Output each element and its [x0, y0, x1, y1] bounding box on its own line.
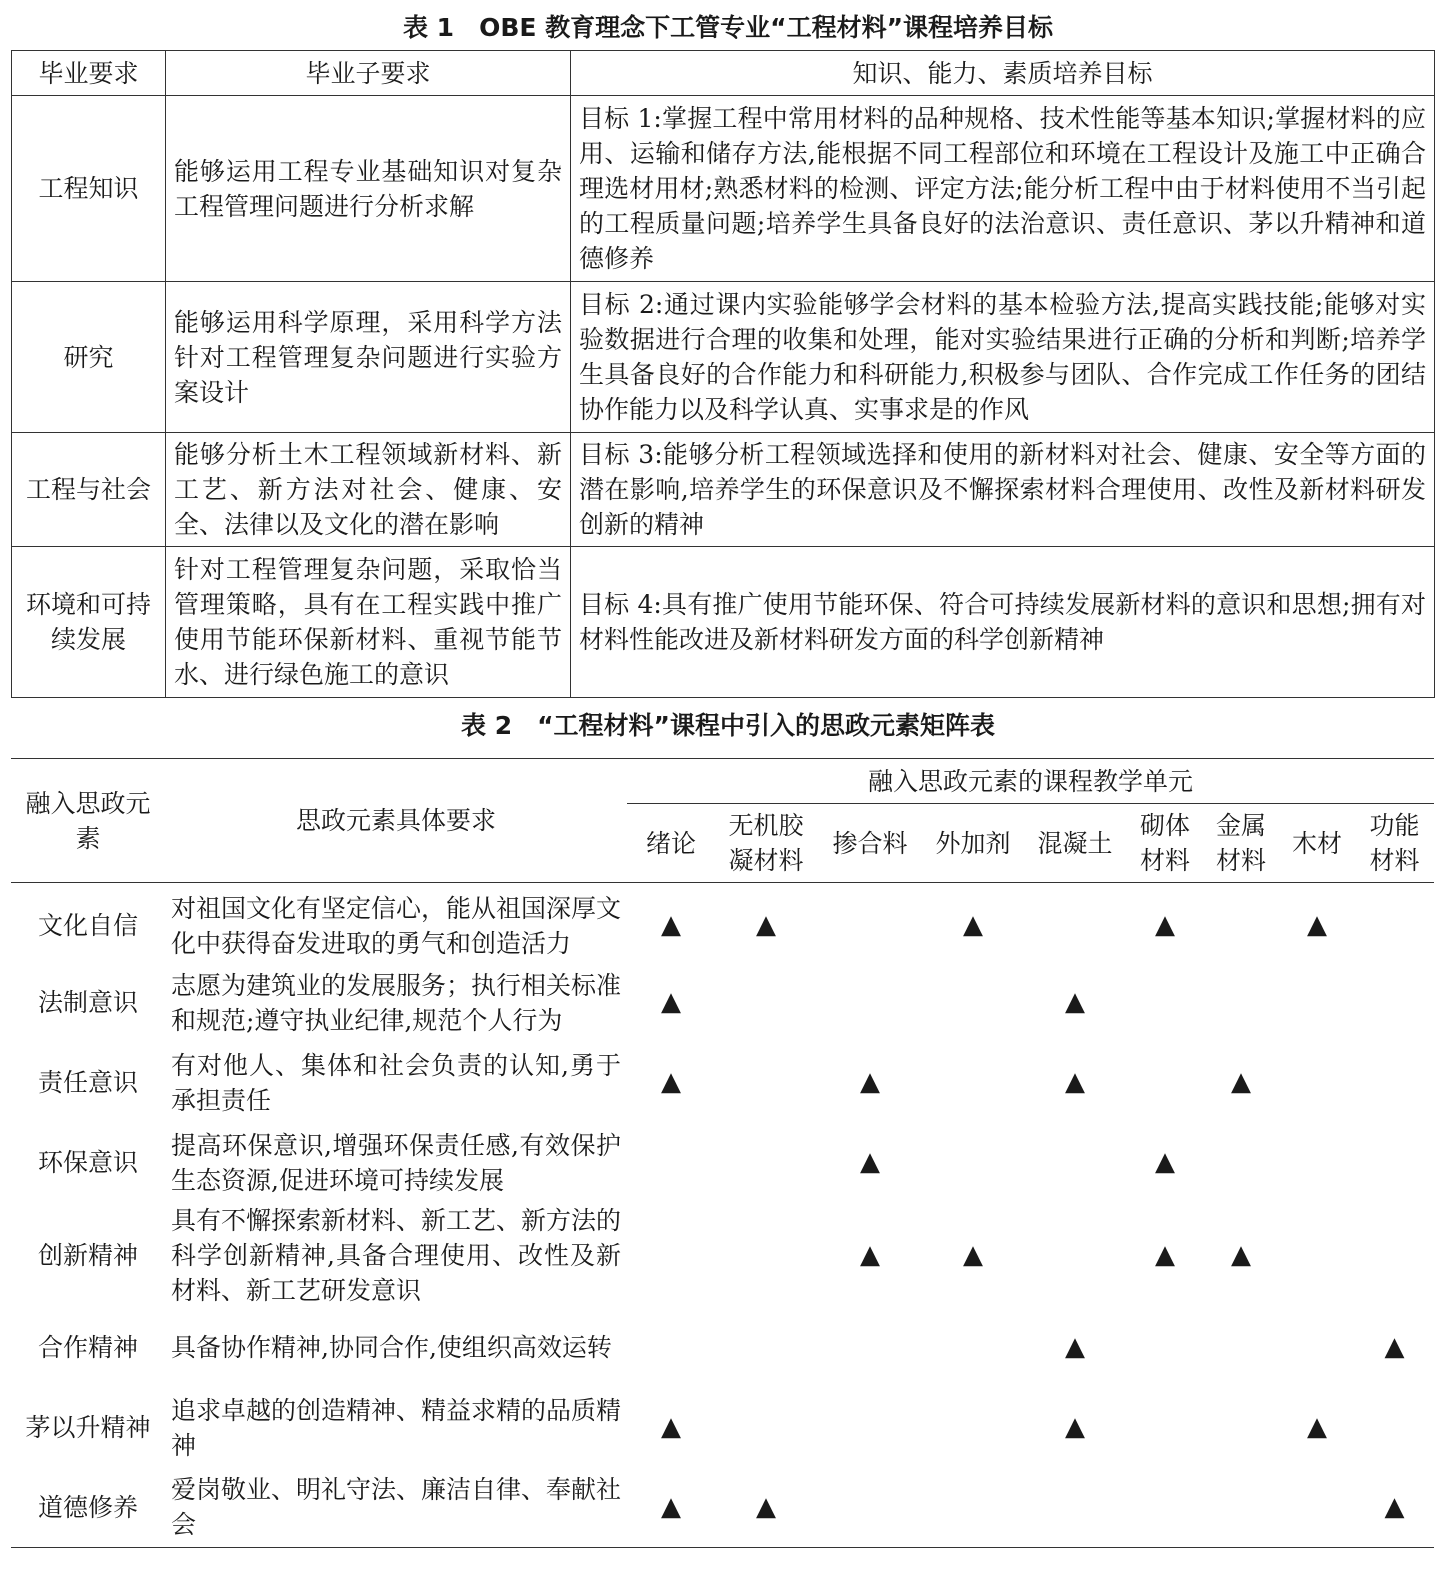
requirement-cell: 志愿为建筑业的发展服务；执行相关标准和规范;遵守执业纪律,规范个人行为 — [171, 970, 622, 1035]
unit-header: 功能材料 — [1355, 804, 1434, 883]
empty-mark-cell — [817, 1308, 923, 1388]
empty-mark-cell — [715, 1388, 817, 1468]
empty-mark-cell — [1203, 1123, 1279, 1203]
triangle-mark-icon: ▲ — [860, 1147, 880, 1177]
graduation-requirement-cell: 环境和可持续发展 — [12, 547, 166, 698]
triangle-mark-icon: ▲ — [1155, 910, 1175, 941]
graduation-requirement-cell: 工程与社会 — [12, 433, 166, 547]
table-row — [11, 1468, 1434, 1548]
empty-mark-cell — [1279, 1308, 1355, 1388]
sub-requirement-cell: 能够运用工程专业基础知识对复杂工程管理问题进行分析求解 — [166, 96, 571, 282]
header-requirement: 思政元素具体要求 — [165, 759, 627, 883]
header-sub-requirement: 毕业子要求 — [166, 51, 571, 96]
empty-mark-cell — [817, 963, 923, 1043]
table-row — [11, 1123, 1434, 1203]
empty-mark-cell — [1279, 1043, 1355, 1123]
table-row — [11, 1308, 1434, 1388]
unit-header: 混凝土 — [1023, 804, 1127, 883]
triangle-mark-icon: ▲ — [661, 1412, 681, 1442]
header-graduation-requirement: 毕业要求 — [12, 51, 166, 96]
empty-mark-cell — [1023, 883, 1127, 963]
table-row — [11, 1388, 1434, 1468]
unit-header: 绪论 — [627, 804, 715, 883]
empty-mark-cell — [923, 1308, 1023, 1388]
objective-cell: 目标 4:具有推广使用节能环保、符合可持续发展新材料的意识和思想;拥有对材料性能改进及新材料研发方面的科学创新精神 — [571, 547, 1435, 698]
table-row — [11, 1043, 1434, 1123]
element-cell: 责任意识 — [37, 1068, 138, 1097]
table-row — [11, 1203, 1434, 1308]
element-cell: 文化自信 — [37, 911, 138, 941]
triangle-mark-icon: ▲ — [1065, 987, 1085, 1017]
empty-mark-cell — [817, 883, 923, 963]
triangle-mark-icon: ▲ — [860, 1239, 880, 1270]
empty-mark-cell — [1023, 1123, 1127, 1203]
empty-mark-cell — [627, 1308, 715, 1388]
empty-mark-cell — [1127, 1388, 1203, 1468]
empty-mark-cell — [1355, 963, 1434, 1043]
empty-mark-cell — [1203, 1308, 1279, 1388]
requirement-cell: 提高环保意识,增强环保责任感,有效保护生态资源,促进环境可持续发展 — [171, 1130, 621, 1195]
triangle-mark-icon: ▲ — [1231, 1239, 1251, 1270]
unit-header: 掺合料 — [817, 804, 923, 883]
triangle-mark-icon: ▲ — [661, 1067, 681, 1097]
triangle-mark-icon: ▲ — [963, 1239, 983, 1270]
table-row — [12, 433, 1435, 547]
empty-mark-cell — [715, 1308, 817, 1388]
objective-cell: 目标 3:能够分析工程领域选择和使用的新材料对社会、健康、安全等方面的潜在影响,培养学生的环保意识及不懈探索材料合理使用、改性及新材料研发创新的精神 — [571, 433, 1435, 547]
sub-requirement-cell: 能够分析土木工程领域新材料、新工艺、新方法对社会、健康、安全、法律以及文化的潜在影响 — [166, 433, 571, 547]
requirement-cell: 对祖国文化有坚定信心，能从祖国深厚文化中获得奋发进取的勇气和创造活力 — [171, 893, 622, 958]
objective-cell: 目标 1:掌握工程中常用材料的品种规格、技术性能等基本知识;掌握材料的应用、运输和储存方法,能根据不同工程部位和环境在工程设计及施工中正确合理选材用材;熟悉材料的检测、评定方法;能分析工程中由于材料使用不当引起的工程质量问题;培养学生具备良好的法治意识、责任意识、茅以升精神和道德修养 — [571, 96, 1435, 282]
triangle-mark-icon: ▲ — [860, 1067, 880, 1097]
triangle-mark-icon: ▲ — [1307, 910, 1327, 941]
empty-mark-cell — [1279, 963, 1355, 1043]
table-row — [12, 96, 1435, 282]
element-cell: 创新精神 — [37, 1240, 138, 1270]
empty-mark-cell — [1355, 1123, 1434, 1203]
triangle-mark-icon: ▲ — [1355, 1468, 1434, 1548]
empty-mark-cell — [627, 1123, 715, 1203]
empty-mark-cell — [1355, 883, 1434, 963]
table1-caption: 表 1 OBE 教育理念下工管专业“工程材料”课程培养目标 — [402, 13, 1054, 42]
triangle-mark-icon: ▲ — [1155, 1239, 1175, 1270]
objective-cell: 目标 2:通过课内实验能够学会材料的基本检验方法,提高实践技能;能够对实验数据进行合理的收集和处理，能对实验结果进行正确的分析和判断;培养学生具备良好的合作能力和科研能力,积极参与团队、合作完成工作任务的团结协作能力以及科学认真、实事求是的作风 — [571, 282, 1435, 433]
empty-mark-cell — [627, 1203, 715, 1308]
triangle-mark-icon: ▲ — [1384, 1332, 1405, 1362]
element-cell: 环保意识 — [37, 1148, 138, 1177]
empty-mark-cell — [923, 1043, 1023, 1123]
empty-mark-cell — [923, 963, 1023, 1043]
table-row — [12, 547, 1435, 698]
empty-mark-cell — [923, 1123, 1023, 1203]
unit-header: 无机胶凝材料 — [715, 804, 817, 883]
triangle-mark-icon: ▲ — [661, 910, 681, 941]
empty-mark-cell — [817, 1468, 923, 1548]
triangle-mark-icon: ▲ — [1155, 1147, 1175, 1177]
triangle-mark-icon: ▲ — [1307, 1412, 1327, 1442]
table-row — [11, 883, 1434, 963]
unit-header: 金属材料 — [1203, 804, 1279, 883]
empty-mark-cell — [1279, 1203, 1355, 1308]
graduation-requirement-cell: 工程知识 — [12, 96, 166, 282]
empty-mark-cell — [1279, 1123, 1355, 1203]
empty-mark-cell — [1203, 1468, 1279, 1548]
requirement-cell: 爱岗敬业、明礼守法、廉洁自律、奉献社会 — [165, 1468, 627, 1548]
empty-mark-cell — [1203, 1388, 1279, 1468]
ideological-elements-matrix — [11, 758, 1434, 1548]
table2-caption: 表 2 “工程材料”课程中引入的思政元素矩阵表 — [461, 711, 995, 740]
requirement-cell: 追求卓越的创造精神、精益求精的品质精神 — [171, 1395, 622, 1460]
element-cell: 合作精神 — [37, 1333, 138, 1362]
empty-mark-cell — [1127, 963, 1203, 1043]
empty-mark-cell — [1203, 883, 1279, 963]
triangle-mark-icon: ▲ — [661, 987, 681, 1017]
empty-mark-cell — [1023, 1203, 1127, 1308]
requirement-cell: 有对他人、集体和社会负责的认知,勇于承担责任 — [171, 1050, 621, 1115]
sub-requirement-cell: 针对工程管理复杂问题，采取恰当管理策略，具有在工程实践中推广使用节能环保新材料、重视节能节水、进行绿色施工的意识 — [166, 547, 571, 698]
empty-mark-cell — [817, 1388, 923, 1468]
empty-mark-cell — [1127, 1468, 1203, 1548]
element-cell: 法制意识 — [37, 988, 138, 1017]
empty-mark-cell — [715, 1043, 817, 1123]
empty-mark-cell — [923, 1468, 1023, 1548]
empty-mark-cell — [1279, 1468, 1355, 1548]
empty-mark-cell — [1023, 1468, 1127, 1548]
table-row — [11, 963, 1434, 1043]
triangle-mark-icon: ▲ — [756, 910, 776, 941]
triangle-mark-icon: ▲ — [963, 910, 983, 941]
empty-mark-cell — [1203, 963, 1279, 1043]
triangle-mark-icon: ▲ — [1231, 1067, 1251, 1097]
table-row — [12, 282, 1435, 433]
empty-mark-cell — [1127, 1043, 1203, 1123]
unit-header: 外加剂 — [923, 804, 1023, 883]
empty-mark-cell — [1355, 1043, 1434, 1123]
header-objectives: 知识、能力、素质培养目标 — [571, 51, 1435, 96]
requirement-cell: 具有不懈探索新材料、新工艺、新方法的科学创新精神,具备合理使用、改性及新材料、新工艺研发意识 — [171, 1205, 622, 1305]
unit-header: 砌体材料 — [1127, 804, 1203, 883]
triangle-mark-icon: ▲ — [627, 1468, 715, 1548]
requirement-cell: 具备协作精神,协同合作,使组织高效运转 — [171, 1333, 612, 1362]
empty-mark-cell — [715, 963, 817, 1043]
element-cell: 道德修养 — [11, 1468, 165, 1548]
empty-mark-cell — [715, 1123, 817, 1203]
training-objectives-table — [11, 50, 1435, 698]
graduation-requirement-cell: 研究 — [12, 282, 166, 433]
empty-mark-cell — [715, 1203, 817, 1308]
sub-requirement-cell: 能够运用科学原理，采用科学方法针对工程管理复杂问题进行实验方案设计 — [166, 282, 571, 433]
empty-mark-cell — [1355, 1203, 1434, 1308]
unit-header: 木材 — [1279, 804, 1355, 883]
header-teaching-units: 融入思政元素的课程教学单元 — [627, 759, 1434, 804]
triangle-mark-icon: ▲ — [1065, 1332, 1085, 1362]
triangle-mark-icon: ▲ — [1065, 1067, 1085, 1097]
empty-mark-cell — [1127, 1308, 1203, 1388]
triangle-mark-icon: ▲ — [1065, 1412, 1085, 1442]
empty-mark-cell — [1355, 1388, 1434, 1468]
empty-mark-cell — [923, 1388, 1023, 1468]
element-cell: 茅以升精神 — [25, 1413, 151, 1442]
header-element: 融入思政元素 — [11, 759, 165, 883]
triangle-mark-icon: ▲ — [715, 1468, 817, 1548]
